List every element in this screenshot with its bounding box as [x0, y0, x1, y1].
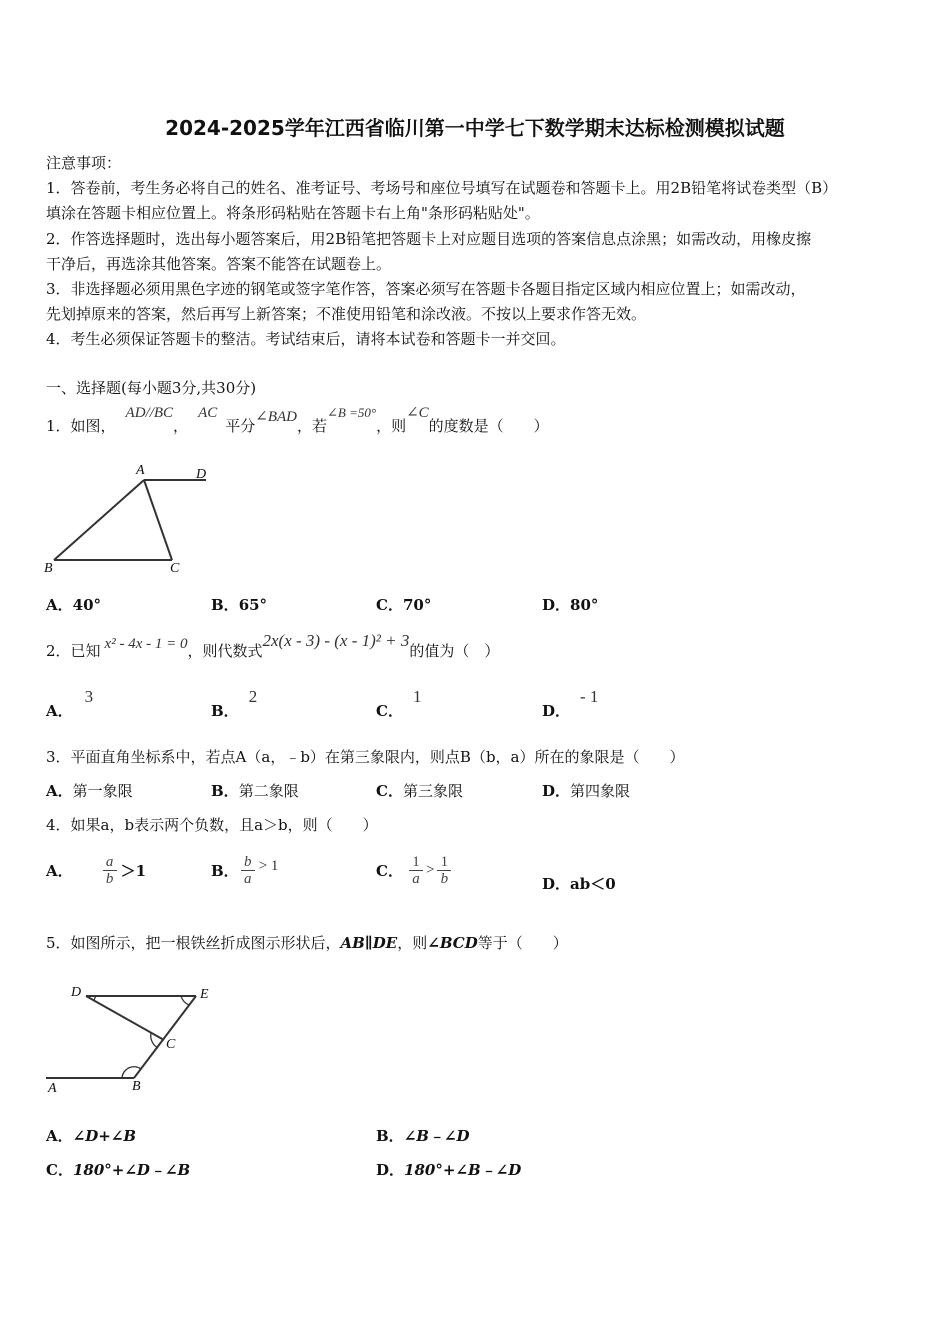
q3-option-a-text: 第一象限: [72, 782, 133, 800]
section-heading: 一、选择题(每小题3分,共30分): [46, 379, 257, 397]
notes-line-6: 先划掉原来的答案，然后再写上新答案；不准使用铅笔和涂改液。不按以上要求作答无效。: [46, 305, 647, 323]
q1-math-3: ∠BAD: [255, 409, 297, 425]
q1-line-ab: [54, 480, 144, 560]
q1-label-a: A: [136, 463, 145, 478]
q2-option-a-label: A．: [46, 702, 73, 720]
q1-label-c: C: [170, 561, 180, 576]
question-1-stem: [46, 401, 549, 441]
q4-option-d-label: D．: [542, 875, 571, 893]
q1-option-c-text: 70°: [402, 596, 432, 614]
q3-option-a-label: A．: [46, 782, 73, 800]
q4-option-c-fraction-1: [409, 854, 423, 887]
notes-line-7: 4．考生必须保证答题卡的整洁。考试结束后，请将本试卷和答题卡一并交回。: [46, 330, 566, 348]
q2-option-a[interactable]: [46, 686, 93, 720]
q1-option-b[interactable]: [211, 594, 267, 615]
q2-text-2: 的值为（ ）: [409, 642, 500, 660]
q4-b-tail: > 1: [258, 857, 279, 874]
q5-label-e: E: [200, 987, 209, 1002]
q1-option-d-text: 80°: [570, 596, 599, 614]
notes-heading: 注意事项：: [46, 154, 122, 172]
q1-option-a[interactable]: [46, 594, 101, 615]
q2-text-1: ，则代数式: [187, 642, 263, 660]
q4-c-den2: b: [440, 870, 449, 887]
q4-option-b-label: B．: [211, 861, 239, 880]
q5-text-2: 等于（ ）: [477, 934, 568, 952]
q4-option-d-text: ab＜0: [570, 875, 616, 893]
q2-option-a-text: 3: [84, 687, 94, 706]
q1-option-c[interactable]: [376, 594, 431, 615]
q4-option-b-fraction: [241, 854, 255, 887]
q1-option-b-text: 65°: [238, 596, 268, 614]
q4-option-a-fraction: [103, 854, 117, 887]
q5-figure: [40, 978, 230, 1094]
q1-math-5: ∠C: [406, 405, 429, 421]
q1-figure: [40, 458, 220, 578]
q4-option-a-label: A．: [46, 861, 73, 880]
q5-label-d: D: [71, 985, 82, 1000]
q5-text-1: ，则: [397, 934, 428, 952]
q4-c-den1: a: [412, 870, 420, 887]
q3-option-d[interactable]: [542, 780, 630, 801]
q3-option-a[interactable]: [46, 780, 133, 801]
q2-option-b-text: 2: [248, 687, 258, 706]
q5-option-d[interactable]: [376, 1159, 521, 1180]
q4-a-num: a: [105, 853, 114, 870]
q5-option-a[interactable]: [46, 1125, 136, 1146]
q3-option-c-text: 第三象限: [402, 782, 463, 800]
q5-label-b: B: [132, 1079, 141, 1094]
q2-option-c-text: 1: [412, 687, 422, 706]
q5-option-c[interactable]: [46, 1159, 190, 1180]
q4-option-c-fraction-2: [437, 854, 451, 887]
q5-option-a-text: ∠D+∠B: [72, 1127, 137, 1145]
q4-c-rel: >: [425, 861, 435, 878]
q5-label-a: A: [48, 1081, 57, 1094]
q1-option-c-label: C．: [376, 596, 403, 614]
q5-option-b[interactable]: [376, 1125, 470, 1146]
q3-option-b[interactable]: [211, 780, 299, 801]
q5-option-b-text: ∠B﹣∠D: [403, 1127, 470, 1145]
q1-math-1: AD//BC: [125, 405, 174, 421]
q5-option-c-text: 180°+∠D﹣∠B: [72, 1161, 191, 1179]
q1-text-3: ，若: [296, 417, 327, 435]
q1-math-4: ∠B =50°: [327, 405, 377, 420]
q5-option-d-label: D．: [376, 1161, 405, 1179]
q4-option-a[interactable]: [46, 848, 146, 892]
q2-prefix: 2．已知: [46, 642, 101, 660]
q3-option-d-text: 第四象限: [570, 782, 631, 800]
q1-sep: ，: [173, 417, 189, 435]
q5-option-d-text: 180°+∠B﹣∠D: [404, 1161, 522, 1179]
question-3-stem: 3．平面直角坐标系中，若点A（a，﹣b）在第三象限内，则点B（b，a）所在的象限是（ ）: [46, 748, 685, 766]
q2-option-b[interactable]: [211, 686, 257, 720]
q3-option-c-label: C．: [376, 782, 403, 800]
q4-option-b[interactable]: [211, 848, 278, 892]
q1-label-d: D: [196, 467, 207, 482]
q3-option-b-label: B．: [211, 782, 239, 800]
q5-label-c: C: [166, 1037, 176, 1052]
q2-option-d[interactable]: [542, 686, 598, 720]
q4-option-d[interactable]: [542, 873, 616, 894]
notes-line-3: 2．作答选择题时，选出每小题答案后，用2B铅笔把答题卡上对应题目选项的答案信息点涂黑；如需改动，用橡皮擦: [46, 230, 812, 248]
question-2-stem: [46, 628, 499, 660]
q5-line-dc: [86, 996, 164, 1040]
notes-line-4: 干净后，再选涂其他答案。答案不能答在试题卷上。: [46, 255, 392, 273]
q1-text-2: 平分: [225, 417, 256, 435]
q2-option-d-text: - 1: [580, 687, 599, 706]
notes-line-5: 3．非选择题必须用黑色字迹的钢笔或签字笔作答，答案必须写在答题卡各题目指定区域内相应位置上；如需改动，: [46, 280, 806, 298]
q1-math-2: AC: [198, 405, 218, 421]
q4-b-den: a: [243, 870, 252, 887]
q1-option-d-label: D．: [542, 596, 571, 614]
q5-math-1: AB∥DE: [340, 934, 398, 952]
q1-option-b-label: B．: [211, 596, 239, 614]
q5-option-b-label: B．: [376, 1127, 404, 1145]
notes-line-2: 填涂在答题卡相应位置上。将条形码粘贴在答题卡右上角"条形码粘贴处"。: [46, 204, 540, 222]
q1-text-4: ，则: [376, 417, 407, 435]
q2-option-c[interactable]: [376, 686, 421, 720]
q1-line-ac: [144, 480, 172, 560]
q2-option-b-label: B．: [211, 702, 239, 720]
question-5-stem: [46, 932, 568, 953]
q1-option-d[interactable]: [542, 594, 598, 615]
q4-a-den: b: [105, 870, 114, 887]
q4-c-num2: 1: [440, 853, 449, 870]
q4-option-c[interactable]: [376, 848, 451, 892]
q4-option-c-label: C．: [376, 861, 403, 880]
q1-text-5: 的度数是（ ）: [428, 417, 549, 435]
q3-option-c[interactable]: [376, 780, 463, 801]
page-title: 2024-2025学年江西省临川第一中学七下数学期末达标检测模拟试题: [165, 116, 785, 140]
q1-prefix: 1．如图，: [46, 417, 116, 435]
q5-angle-e: [181, 996, 189, 1005]
q3-option-b-text: 第二象限: [238, 782, 299, 800]
q1-option-a-text: 40°: [72, 596, 102, 614]
q5-prefix: 5．如图所示，把一根铁丝折成图示形状后，: [46, 934, 341, 952]
q2-option-c-label: C．: [376, 702, 403, 720]
q5-option-c-label: C．: [46, 1161, 73, 1179]
q4-b-num: b: [243, 853, 252, 870]
q1-option-a-label: A．: [46, 596, 73, 614]
q2-math-2: 2x(x - 3) - (x - 1)² + 3: [262, 631, 410, 650]
q2-option-d-label: D．: [542, 702, 571, 720]
q3-option-d-label: D．: [542, 782, 571, 800]
q4-a-tail: ＞1: [120, 861, 147, 880]
q5-line-eb: [134, 996, 196, 1078]
q5-option-a-label: A．: [46, 1127, 73, 1145]
q2-math-1: x² - 4x - 1 = 0: [104, 636, 188, 652]
q4-c-num1: 1: [412, 853, 420, 870]
question-4-stem: 4．如果a，b表示两个负数，且a＞b，则（ ）: [46, 816, 378, 834]
q1-label-b: B: [44, 561, 53, 576]
q5-math-2: ∠BCD: [427, 934, 478, 952]
notes-line-1: 1．答卷前，考生务必将自己的姓名、准考证号、考场号和座位号填写在试题卷和答题卡上。用2B铅笔将试卷类型（B）: [46, 179, 838, 197]
